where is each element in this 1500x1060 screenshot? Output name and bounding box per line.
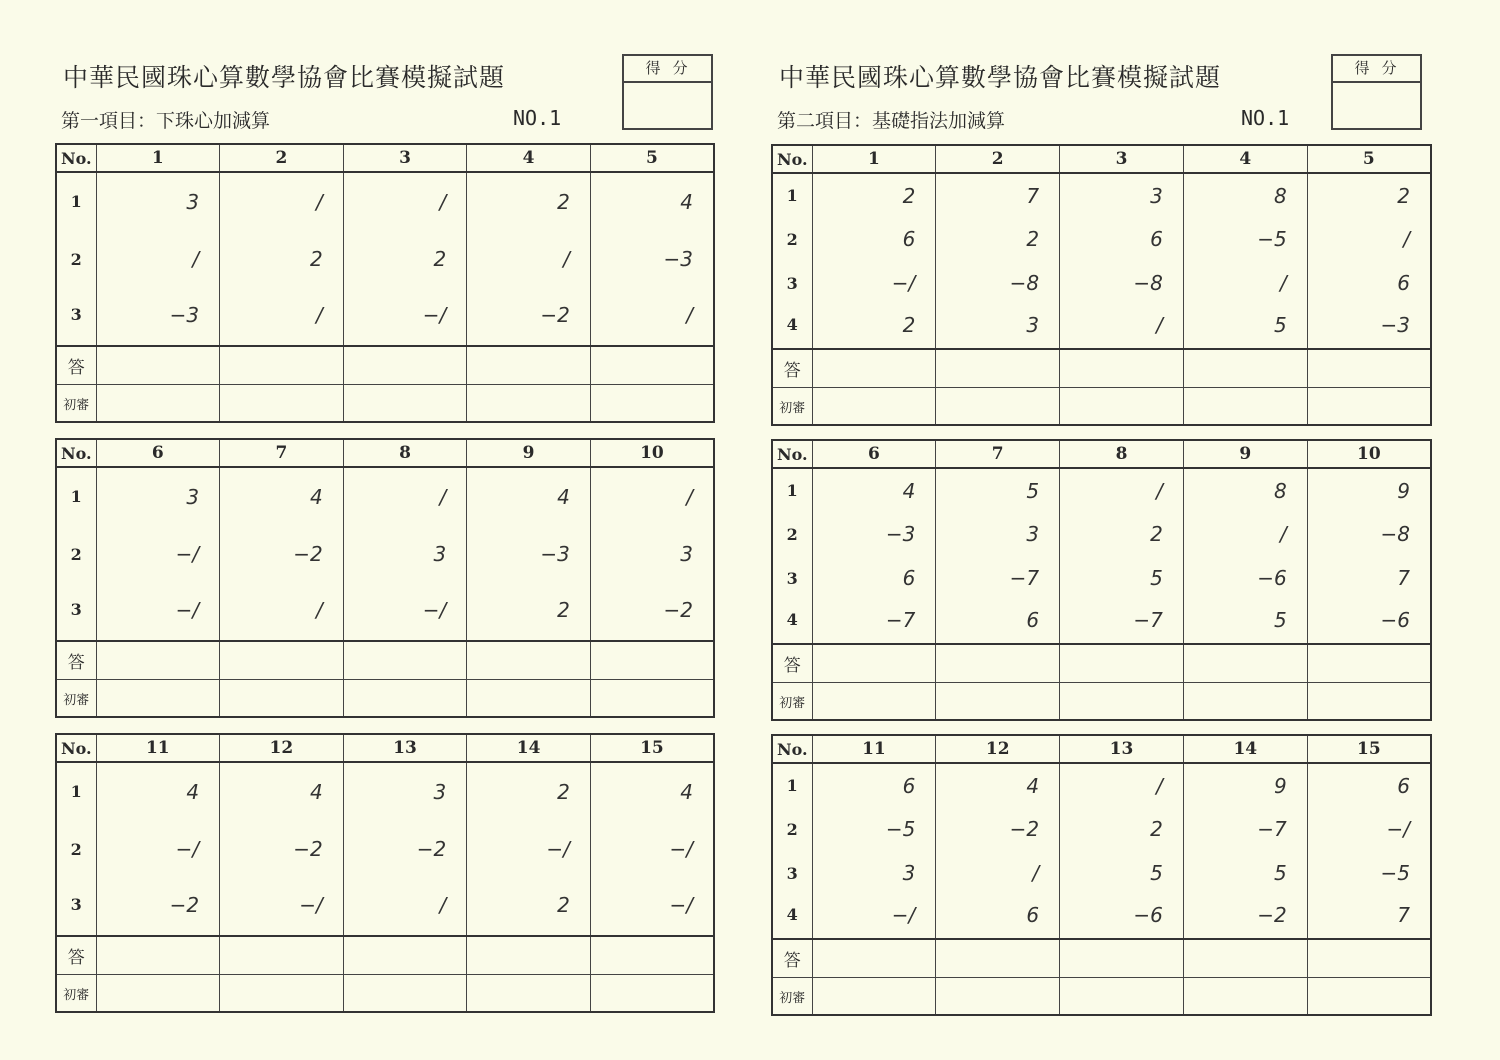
problem-number: 9 xyxy=(467,439,591,467)
review-cell[interactable] xyxy=(1183,978,1307,1016)
review-row xyxy=(772,683,1431,721)
problem-value: −/ xyxy=(590,820,714,878)
problem-value: / xyxy=(1183,512,1307,556)
score-box[interactable] xyxy=(1331,54,1422,130)
row-number: 2 xyxy=(56,525,96,583)
problem-value: −2 xyxy=(220,820,344,878)
review-cell[interactable] xyxy=(1060,388,1184,426)
problem-value: 5 xyxy=(1183,600,1307,644)
problem-number: 2 xyxy=(220,144,344,172)
problem-number: 8 xyxy=(343,439,467,467)
review-row xyxy=(56,680,714,718)
problem-value: −2 xyxy=(936,807,1060,851)
review-cell[interactable] xyxy=(590,975,714,1013)
answer-cell[interactable] xyxy=(812,349,936,388)
problem-number: 11 xyxy=(812,735,936,763)
answer-cell[interactable] xyxy=(1307,939,1431,978)
answer-label: 答 xyxy=(56,641,96,680)
answer-cell[interactable] xyxy=(590,936,714,975)
problem-value: / xyxy=(220,288,344,346)
table-row xyxy=(772,468,1431,512)
problem-value: 2 xyxy=(467,172,591,230)
row-number: 3 xyxy=(772,261,812,305)
answer-cell[interactable] xyxy=(343,346,467,385)
worksheet-title: 中華民國珠心算數學協會比賽模擬試題 xyxy=(779,63,1222,92)
answer-cell[interactable] xyxy=(1060,349,1184,388)
problem-number: 5 xyxy=(590,144,714,172)
problem-value: 5 xyxy=(1183,851,1307,895)
table-row xyxy=(772,556,1431,600)
problem-value: 6 xyxy=(812,217,936,261)
table-row xyxy=(56,467,714,525)
set-number: NO.1 xyxy=(513,106,562,130)
problem-value: −/ xyxy=(96,525,220,583)
row-number: 3 xyxy=(772,556,812,600)
score-label: 得分 xyxy=(624,56,711,83)
problem-value: 4 xyxy=(220,762,344,820)
review-label: 初審 xyxy=(56,385,96,423)
problem-number: 2 xyxy=(936,145,1060,173)
problem-value: 6 xyxy=(936,600,1060,644)
problem-number: 14 xyxy=(1183,735,1307,763)
problem-value: −/ xyxy=(812,261,936,305)
review-cell[interactable] xyxy=(220,680,344,718)
table-row xyxy=(772,261,1431,305)
header-row xyxy=(56,734,714,762)
problem-value: 2 xyxy=(1307,173,1431,217)
problem-number: 15 xyxy=(590,734,714,762)
problem-number: 13 xyxy=(1060,735,1184,763)
problem-value: −7 xyxy=(1060,600,1184,644)
review-cell[interactable] xyxy=(936,388,1060,426)
review-cell[interactable] xyxy=(590,385,714,423)
answer-label: 答 xyxy=(56,346,96,385)
row-number: 2 xyxy=(772,217,812,261)
answer-row xyxy=(772,644,1431,683)
problem-value: 2 xyxy=(467,762,591,820)
problem-value: −/ xyxy=(590,878,714,936)
problem-value: 3 xyxy=(343,525,467,583)
problem-value: 6 xyxy=(812,763,936,807)
review-cell[interactable] xyxy=(812,683,936,721)
answer-cell[interactable] xyxy=(1183,644,1307,683)
problem-value: / xyxy=(96,230,220,288)
problem-number: 15 xyxy=(1307,735,1431,763)
row-number: 1 xyxy=(772,763,812,807)
problem-value: 7 xyxy=(936,173,1060,217)
row-number: 2 xyxy=(56,230,96,288)
answer-cell[interactable] xyxy=(220,641,344,680)
answer-cell[interactable] xyxy=(1060,644,1184,683)
problem-value: / xyxy=(343,878,467,936)
problem-value: −5 xyxy=(1307,851,1431,895)
table-row xyxy=(772,895,1431,939)
row-number: 3 xyxy=(56,583,96,641)
problem-value: 3 xyxy=(936,512,1060,556)
problem-number: 3 xyxy=(1060,145,1184,173)
answer-cell[interactable] xyxy=(590,346,714,385)
table-row xyxy=(56,525,714,583)
row-number: 1 xyxy=(56,172,96,230)
problem-value: 3 xyxy=(96,172,220,230)
problem-value: 2 xyxy=(936,217,1060,261)
problem-value: −8 xyxy=(1060,261,1184,305)
answer-label: 答 xyxy=(772,349,812,388)
problem-value: 3 xyxy=(1060,173,1184,217)
review-row xyxy=(772,388,1431,426)
problem-value: −/ xyxy=(96,583,220,641)
row-number: 2 xyxy=(56,820,96,878)
problem-value: −6 xyxy=(1307,600,1431,644)
problem-number: 12 xyxy=(220,734,344,762)
problem-number: 7 xyxy=(936,440,1060,468)
table-row xyxy=(772,512,1431,556)
problem-value: −2 xyxy=(590,583,714,641)
problem-value: 5 xyxy=(1060,556,1184,600)
problem-value: 2 xyxy=(220,230,344,288)
no-header: No. xyxy=(56,439,96,467)
problem-number: 6 xyxy=(812,440,936,468)
review-cell[interactable] xyxy=(936,683,1060,721)
problem-value: 5 xyxy=(936,468,1060,512)
answer-cell[interactable] xyxy=(936,644,1060,683)
answer-cell[interactable] xyxy=(936,939,1060,978)
problem-number: 8 xyxy=(1060,440,1184,468)
answer-cell[interactable] xyxy=(96,641,220,680)
problem-value: 4 xyxy=(812,468,936,512)
problem-value: −2 xyxy=(467,288,591,346)
review-cell[interactable] xyxy=(343,975,467,1013)
answer-row xyxy=(56,936,714,975)
row-number: 3 xyxy=(56,878,96,936)
header-row xyxy=(56,439,714,467)
review-cell[interactable] xyxy=(220,975,344,1013)
answer-cell[interactable] xyxy=(467,936,591,975)
row-number: 4 xyxy=(772,895,812,939)
problem-value: / xyxy=(343,467,467,525)
problem-value: 3 xyxy=(343,762,467,820)
table-row xyxy=(772,807,1431,851)
problem-value: 4 xyxy=(96,762,220,820)
problem-value: 4 xyxy=(590,172,714,230)
review-cell[interactable] xyxy=(812,388,936,426)
no-header: No. xyxy=(56,734,96,762)
problem-value: / xyxy=(1060,305,1184,349)
table-row xyxy=(56,820,714,878)
problem-number: 13 xyxy=(343,734,467,762)
review-cell[interactable] xyxy=(590,680,714,718)
problem-value: 2 xyxy=(812,305,936,349)
review-cell[interactable] xyxy=(936,978,1060,1016)
header-row xyxy=(772,440,1431,468)
problem-number: 10 xyxy=(590,439,714,467)
problem-table xyxy=(771,734,1432,1016)
problem-value: −5 xyxy=(812,807,936,851)
problem-value: −/ xyxy=(467,820,591,878)
problem-value: / xyxy=(1060,763,1184,807)
answer-row xyxy=(56,641,714,680)
problem-value: / xyxy=(936,851,1060,895)
problem-number: 4 xyxy=(1183,145,1307,173)
problem-value: 4 xyxy=(220,467,344,525)
answer-label: 答 xyxy=(772,644,812,683)
problem-value: 6 xyxy=(1307,261,1431,305)
problem-value: 5 xyxy=(1060,851,1184,895)
worksheet-subtitle: 第二項目：基礎指法加減算 xyxy=(777,110,1006,132)
answer-cell[interactable] xyxy=(1307,349,1431,388)
problem-number: 10 xyxy=(1307,440,1431,468)
problem-value: −2 xyxy=(220,525,344,583)
problem-number: 11 xyxy=(96,734,220,762)
review-label: 初審 xyxy=(56,975,96,1013)
problem-value: 2 xyxy=(343,230,467,288)
answer-cell[interactable] xyxy=(812,939,936,978)
table-row xyxy=(772,173,1431,217)
review-cell[interactable] xyxy=(343,385,467,423)
problem-number: 12 xyxy=(936,735,1060,763)
problem-value: 8 xyxy=(1183,173,1307,217)
review-cell[interactable] xyxy=(812,978,936,1016)
row-number: 4 xyxy=(772,305,812,349)
review-cell[interactable] xyxy=(343,680,467,718)
problem-value: −7 xyxy=(936,556,1060,600)
problem-value: −3 xyxy=(590,230,714,288)
review-cell[interactable] xyxy=(96,680,220,718)
problem-value: −3 xyxy=(96,288,220,346)
problem-value: / xyxy=(590,467,714,525)
table-row xyxy=(772,305,1431,349)
problem-number: 9 xyxy=(1183,440,1307,468)
problem-value: / xyxy=(220,583,344,641)
problem-value: 3 xyxy=(590,525,714,583)
no-header: No. xyxy=(772,145,812,173)
problem-value: −/ xyxy=(96,820,220,878)
review-label: 初審 xyxy=(772,388,812,426)
problem-value: −/ xyxy=(220,878,344,936)
problem-value: 4 xyxy=(590,762,714,820)
answer-cell[interactable] xyxy=(936,349,1060,388)
header-row xyxy=(772,145,1431,173)
problem-value: / xyxy=(1060,468,1184,512)
table-row xyxy=(56,878,714,936)
problem-value: 6 xyxy=(1060,217,1184,261)
problem-value: / xyxy=(1183,261,1307,305)
problem-value: / xyxy=(467,230,591,288)
review-label: 初審 xyxy=(772,978,812,1016)
problem-table xyxy=(55,733,715,1013)
row-number: 1 xyxy=(56,467,96,525)
problem-value: 2 xyxy=(467,583,591,641)
problem-value: 7 xyxy=(1307,895,1431,939)
review-cell[interactable] xyxy=(1060,978,1184,1016)
review-cell[interactable] xyxy=(1307,978,1431,1016)
problem-value: −/ xyxy=(343,288,467,346)
problem-value: 2 xyxy=(1060,512,1184,556)
answer-cell[interactable] xyxy=(220,346,344,385)
review-cell[interactable] xyxy=(467,385,591,423)
review-cell[interactable] xyxy=(1307,683,1431,721)
problem-value: −2 xyxy=(96,878,220,936)
problem-value: 5 xyxy=(1183,305,1307,349)
problem-number: 7 xyxy=(220,439,344,467)
problem-value: 6 xyxy=(1307,763,1431,807)
problem-value: 6 xyxy=(812,556,936,600)
answer-cell[interactable] xyxy=(1183,939,1307,978)
header-row xyxy=(56,144,714,172)
review-cell[interactable] xyxy=(96,385,220,423)
problem-value: −6 xyxy=(1183,556,1307,600)
problem-value: 7 xyxy=(1307,556,1431,600)
answer-cell[interactable] xyxy=(220,936,344,975)
problem-value: 9 xyxy=(1307,468,1431,512)
table-row xyxy=(772,763,1431,807)
worksheet-subtitle: 第一項目：下珠心加減算 xyxy=(61,110,271,132)
row-number: 4 xyxy=(772,600,812,644)
score-label: 得分 xyxy=(1333,56,1420,83)
no-header: No. xyxy=(772,735,812,763)
answer-cell[interactable] xyxy=(343,641,467,680)
problem-value: −/ xyxy=(812,895,936,939)
table-row xyxy=(56,762,714,820)
answer-cell[interactable] xyxy=(1307,644,1431,683)
set-number: NO.1 xyxy=(1241,106,1290,130)
problem-value: 6 xyxy=(936,895,1060,939)
problem-value: −3 xyxy=(1307,305,1431,349)
answer-label: 答 xyxy=(772,939,812,978)
problem-value: / xyxy=(590,288,714,346)
answer-cell[interactable] xyxy=(96,346,220,385)
review-cell[interactable] xyxy=(1183,683,1307,721)
review-cell[interactable] xyxy=(1183,388,1307,426)
review-cell[interactable] xyxy=(96,975,220,1013)
review-cell[interactable] xyxy=(1307,388,1431,426)
worksheet-title: 中華民國珠心算數學協會比賽模擬試題 xyxy=(63,63,506,92)
table-row xyxy=(56,172,714,230)
row-number: 1 xyxy=(772,468,812,512)
row-number: 3 xyxy=(772,851,812,895)
review-label: 初審 xyxy=(772,683,812,721)
problem-number: 3 xyxy=(343,144,467,172)
problem-value: / xyxy=(1307,217,1431,261)
answer-cell[interactable] xyxy=(343,936,467,975)
table-row xyxy=(56,583,714,641)
answer-row xyxy=(772,349,1431,388)
no-header: No. xyxy=(772,440,812,468)
header-row xyxy=(772,735,1431,763)
problem-number: 1 xyxy=(96,144,220,172)
answer-cell[interactable] xyxy=(812,644,936,683)
row-number: 1 xyxy=(772,173,812,217)
problem-table xyxy=(55,143,715,423)
table-row xyxy=(772,600,1431,644)
review-cell[interactable] xyxy=(467,680,591,718)
review-row xyxy=(56,385,714,423)
problem-number: 1 xyxy=(812,145,936,173)
review-cell[interactable] xyxy=(220,385,344,423)
score-box[interactable] xyxy=(622,54,713,130)
problem-value: 3 xyxy=(812,851,936,895)
problem-value: 3 xyxy=(936,305,1060,349)
answer-cell[interactable] xyxy=(467,641,591,680)
answer-label: 答 xyxy=(56,936,96,975)
answer-cell[interactable] xyxy=(467,346,591,385)
problem-value: 2 xyxy=(467,878,591,936)
problem-value: −/ xyxy=(1307,807,1431,851)
problem-number: 5 xyxy=(1307,145,1431,173)
table-row xyxy=(56,288,714,346)
problem-value: −8 xyxy=(1307,512,1431,556)
answer-cell[interactable] xyxy=(1060,939,1184,978)
table-row xyxy=(772,217,1431,261)
problem-value: −7 xyxy=(1183,807,1307,851)
table-row xyxy=(772,851,1431,895)
problem-value: −7 xyxy=(812,600,936,644)
review-cell[interactable] xyxy=(467,975,591,1013)
answer-row xyxy=(56,346,714,385)
problem-value: −2 xyxy=(343,820,467,878)
problem-value: −8 xyxy=(936,261,1060,305)
no-header: No. xyxy=(56,144,96,172)
problem-number: 6 xyxy=(96,439,220,467)
problem-value: 2 xyxy=(812,173,936,217)
review-row xyxy=(772,978,1431,1016)
problem-value: 3 xyxy=(96,467,220,525)
problem-number: 4 xyxy=(467,144,591,172)
row-number: 2 xyxy=(772,807,812,851)
answer-cell[interactable] xyxy=(1183,349,1307,388)
problem-table xyxy=(771,439,1432,721)
problem-number: 14 xyxy=(467,734,591,762)
problem-value: 4 xyxy=(467,467,591,525)
review-cell[interactable] xyxy=(1060,683,1184,721)
problem-value: 2 xyxy=(1060,807,1184,851)
problem-value: / xyxy=(343,172,467,230)
answer-cell[interactable] xyxy=(96,936,220,975)
table-row xyxy=(56,230,714,288)
problem-value: / xyxy=(220,172,344,230)
problem-value: −2 xyxy=(1183,895,1307,939)
answer-row xyxy=(772,939,1431,978)
problem-value: 4 xyxy=(936,763,1060,807)
review-label: 初審 xyxy=(56,680,96,718)
problem-value: −/ xyxy=(343,583,467,641)
problem-value: −3 xyxy=(812,512,936,556)
answer-cell[interactable] xyxy=(590,641,714,680)
problem-value: −5 xyxy=(1183,217,1307,261)
review-row xyxy=(56,975,714,1013)
problem-value: 8 xyxy=(1183,468,1307,512)
problem-value: −6 xyxy=(1060,895,1184,939)
row-number: 3 xyxy=(56,288,96,346)
row-number: 2 xyxy=(772,512,812,556)
problem-table xyxy=(771,144,1432,426)
problem-value: −3 xyxy=(467,525,591,583)
problem-table xyxy=(55,438,715,718)
problem-value: 9 xyxy=(1183,763,1307,807)
row-number: 1 xyxy=(56,762,96,820)
